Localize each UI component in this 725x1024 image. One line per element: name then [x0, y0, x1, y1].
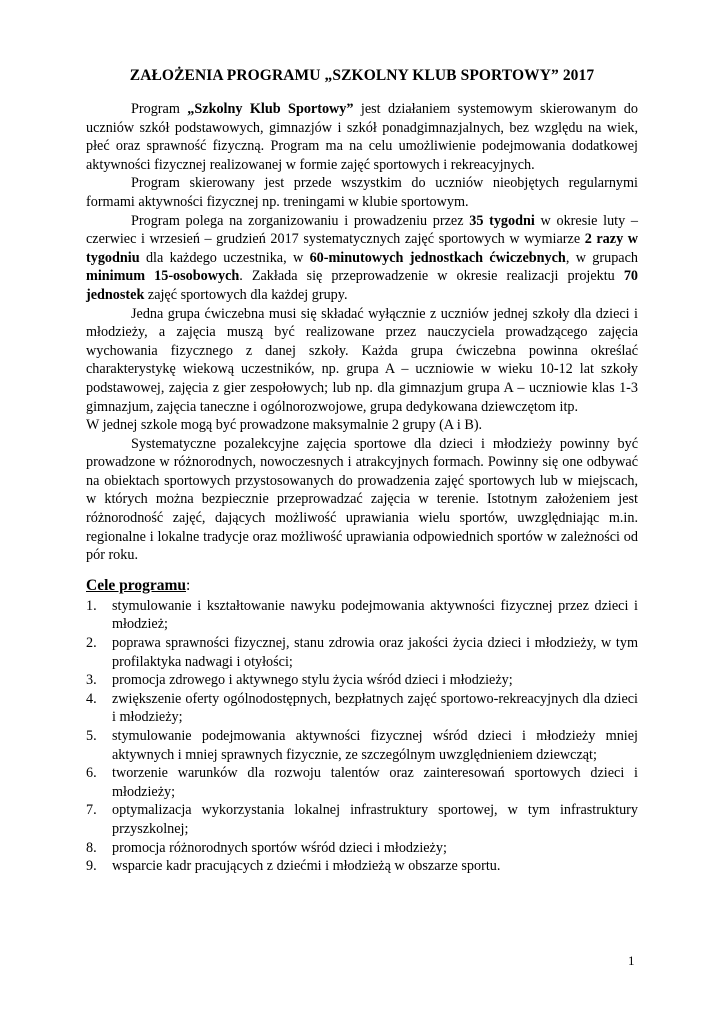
program-name: „Szkolny Klub Sportowy” — [187, 101, 354, 117]
list-item-text: stymulowanie i kształtowanie nawyku podejmowania aktywności fizycznej przez dzieci i młodzież; — [112, 597, 638, 633]
list-item-number: 7. — [86, 802, 97, 819]
schedule-units: 60-minutowych jednostkach ćwiczebnych — [309, 249, 566, 266]
list-item-number: 3. — [86, 672, 97, 689]
paragraph-target: Program skierowany jest przede wszystkim do uczniów nieobjętych regularnymi formami aktywności fizycznej np. treningami w klubie sportowym. — [86, 175, 638, 210]
list-item-text: poprawa sprawności fizycznej, stanu zdrowia oraz jakości życia dzieci i młodzieży, w tym profilaktyka nadwagi i otyłości; — [112, 635, 638, 670]
list-item — [86, 801, 638, 838]
list-item-number: 6. — [86, 765, 97, 782]
list-item-number: 5. — [86, 728, 97, 744]
schedule-group-size: minimum 15-osobowych — [86, 268, 240, 285]
list-item — [86, 764, 638, 801]
list-item-text: wsparcie kadr pracujących z dziećmi i młodzieżą w obszarze sportu. — [112, 858, 501, 875]
list-item-number: 4. — [86, 690, 97, 707]
schedule-weeks: 35 tygodni — [469, 212, 535, 229]
paragraph-schedule — [86, 212, 638, 305]
paragraph-groups: Jedna grupa ćwiczebna musi się składać wyłącznie z uczniów jednej szkoły dla dzieci i młodzieży, a zajęcia muszą być realizowane przez nauczyciela prowadzącego zajęcia wychowania fizycznego z danej szkoły. Każda grupa ćwiczebna powinna określać charakterystykę wiekową uczestników, np. grupa A – uczniowie w wieku 10-12 lat szkoły podstawowej, zajęcia z gier zespołowych; lub np. dla gimnazjum grupa A – uczniowie klas 1-3 gimnazjum, zajęcia taneczne i ogólnorozwojowe, grupa dedykowana dziewczętom itp. — [86, 305, 638, 415]
schedule-frequency: 2 razy w tygodniu — [86, 231, 638, 266]
paragraph-intro — [86, 100, 638, 174]
list-item — [86, 690, 638, 727]
goals-heading-text: Cele programu — [86, 576, 187, 594]
list-item — [86, 857, 638, 876]
paragraph-group-limit: W jednej szkole mogą być prowadzone maksymalnie 2 grupy (A i B). — [86, 417, 483, 434]
goals-heading-colon: : — [186, 576, 191, 594]
list-item — [86, 671, 638, 690]
goals-list — [86, 597, 638, 876]
paragraph-intro-lead: Program — [131, 101, 188, 117]
schedule-text-3: dla każdego uczestnika, w — [139, 249, 310, 266]
list-item — [86, 839, 638, 858]
schedule-text-5: . Zakłada się przeprowadzenie w okresie realizacji projektu — [239, 268, 624, 285]
page-number: 1 — [628, 953, 635, 968]
schedule-text-1: Program polega na zorganizowaniu i prowadzeniu przez — [131, 212, 470, 229]
list-item-number: 1. — [86, 597, 97, 614]
list-item-text: zwiększenie oferty ogólnodostępnych, bezpłatnych zajęć sportowo-rekreacyjnych dla dzieci i młodzieży; — [112, 690, 638, 726]
goals-heading — [86, 576, 638, 596]
list-item — [86, 727, 638, 764]
paragraph-activities: Systematyczne pozalekcyjne zajęcia sportowe dla dzieci i młodzieży powinny być prowadzone w różnorodnych, nowoczesnych i atrakcyjnych formach. Powinny się one odbywać na obiektach sportowych przystosowanych do prowadzenia zajęć sportowych lub w miejscach, w których można bezpiecznie przeprowadzać zajęcia w terenie. Istotnym założeniem jest różnorodność zajęć, dających możliwość uprawiania wielu sportów, uwzględniając m.in. regionalne i lokalne tradycje oraz możliwość uprawiania odpowiednich sportów w zależności od pór roku. — [86, 435, 638, 564]
paragraph-intro-rest: jest działaniem systemowym skierowanym do uczniów szkół podstawowych, gimnazjów i szkół ponadgimnazjalnych, bez względu na wiek, płeć oraz sprawność fizyczną. Program ma na celu umożliwienie podejmowania dodatkowej aktywności fizycznej realizowanej w formie zajęć sportowych i rekreacyjnych. — [86, 101, 638, 173]
document-title: ZAŁOŻENIA PROGRAMU „SZKOLNY KLUB SPORTOWY” 2017 — [129, 67, 595, 84]
list-item-text: stymulowanie podejmowania aktywności fizycznej wśród dzieci i młodzieży mniej aktywnych i mniej sprawnych fizycznie, ze szczególnym uwzględnieniem dziewcząt; — [112, 728, 638, 763]
schedule-text-2: w okresie luty – czerwiec i wrzesień – grudzień 2017 systematycznych zajęć sportowych w wymiarze — [86, 212, 639, 248]
schedule-text-6: zajęć sportowych dla każdej grupy. — [144, 286, 348, 303]
list-item-text: tworzenie warunków dla rozwoju talentów oraz zainteresowań sportowych dzieci i młodzieży; — [112, 765, 638, 800]
document-page — [86, 66, 638, 876]
schedule-unit-count: 70 jednostek — [86, 268, 638, 303]
schedule-text-4: , w grupach — [565, 249, 638, 266]
list-item-number: 8. — [86, 839, 97, 856]
list-item — [86, 634, 638, 671]
list-item-number: 2. — [86, 635, 97, 652]
list-item-number: 9. — [86, 858, 97, 875]
list-item-text: promocja różnorodnych sportów wśród dzieci i młodzieży; — [112, 839, 447, 856]
list-item-text: promocja zdrowego i aktywnego stylu życia wśród dzieci i młodzieży; — [112, 672, 513, 689]
list-item-text: optymalizacja wykorzystania lokalnej infrastruktury sportowej, w tym infrastruktury przyszkolnej; — [112, 802, 638, 837]
list-item — [86, 597, 638, 634]
